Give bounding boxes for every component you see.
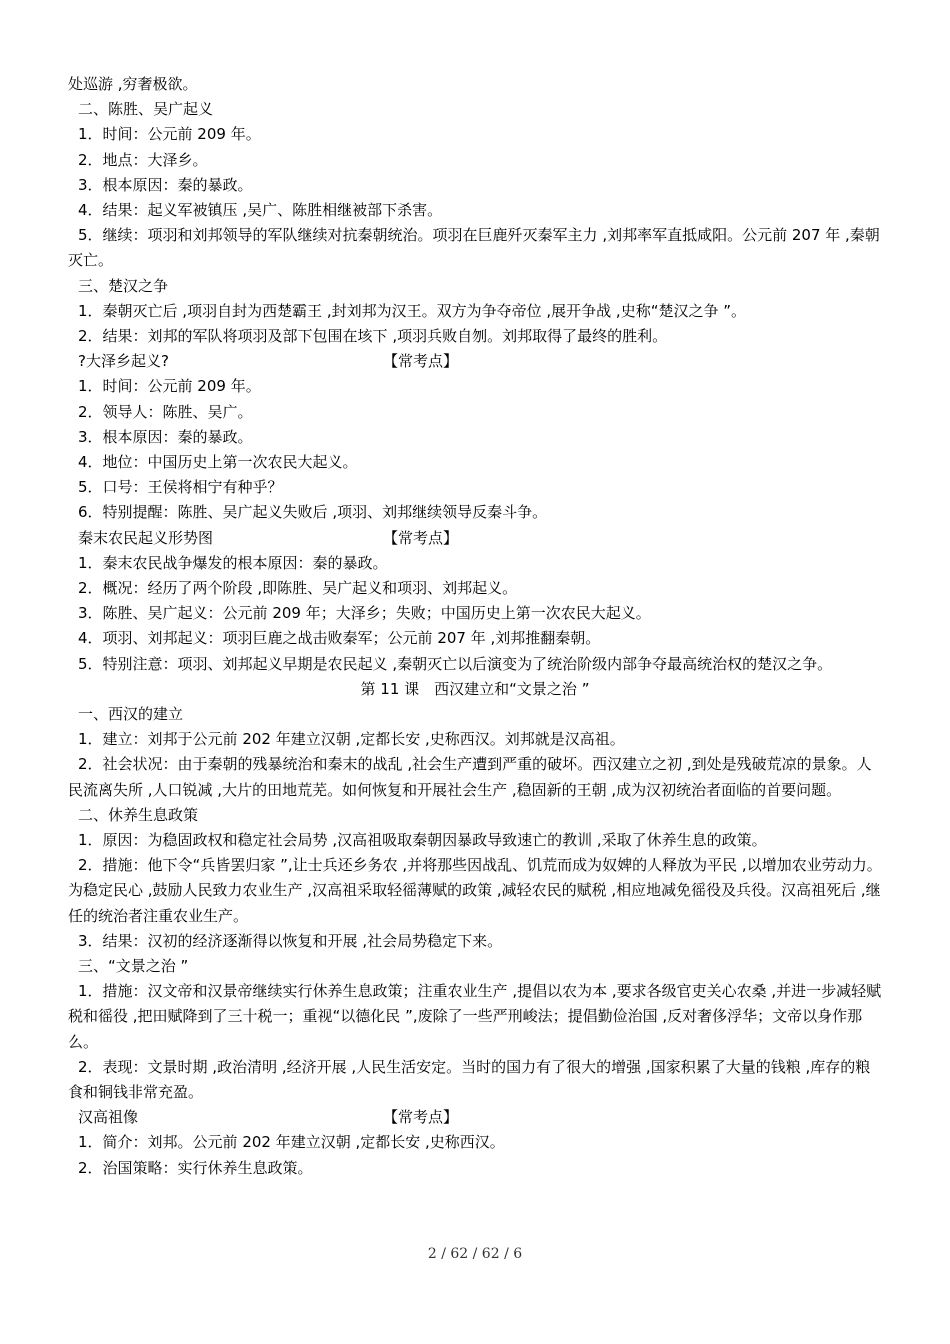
text-line: 1．时间：公元前 209 年。 — [78, 377, 261, 396]
keypoint-tag: 【常考点】 — [383, 1108, 459, 1127]
text-line: 6．特别提醒：陈胜、吴广起义失败后 ,项羽、刘邦继续领导反秦斗争。 — [78, 503, 548, 522]
text-line: 4．结果：起义军被镇压 ,吴广、陈胜相继被部下杀害。 — [78, 201, 443, 220]
text-paragraph: 2．社会状况：由于秦朝的残暴统治和秦末的战乱 ,社会生产遭到严重的破坏。西汉建立之初 ,到处是残破荒凉的景象。人民流离失所 ,人口锐减 ,大片的田地荒芜。如何恢复和开展社会生产 ,稳固新的王朝 ,成为汉初统治者面临的首要问题。 — [68, 755, 872, 799]
text-line: 3．根本原因：秦的暴政。 — [78, 175, 253, 194]
text-line: 2．概况：经历了两个阶段 ,即陈胜、吴广起义和项羽、刘邦起义。 — [78, 579, 518, 598]
document-body — [68, 72, 882, 1181]
text-line: 1．原因：为稳固政权和稳定社会局势 ,汉高祖吸取秦朝因暴政导致速亡的教训 ,采取了休养生息的政策。 — [78, 831, 767, 850]
text-line: 2．地点：大泽乡。 — [78, 150, 208, 169]
lesson-title: 第 11 课 西汉建立和“文景之治 ” — [360, 679, 590, 698]
text-line: 3．陈胜、吴广起义：公元前 209 年；大泽乡；失败；中国历史上第一次农民大起义。 — [78, 604, 651, 623]
text-line: 1．时间：公元前 209 年。 — [78, 125, 261, 144]
text-line: 2．治国策略：实行休养生息政策。 — [78, 1158, 313, 1177]
text-line: 1．建立：刘邦于公元前 202 年建立汉朝 ,定都长安 ,史称西汉。刘邦就是汉高祖。 — [78, 730, 625, 749]
text-line: 处巡游 ,穷奢极欲。 — [68, 75, 198, 93]
keypoint-title: 秦末农民起义形势图 — [78, 528, 214, 547]
keypoint-heading — [68, 349, 882, 374]
text-paragraph: 2．措施：他下令“兵皆罢归家 ”,让士兵还乡务农 ,并将那些因战乱、饥荒而成为奴婢的人释放为平民 ,以增加农业劳动力。为稳定民心 ,鼓励人民致力农业生产 ,汉高祖采取轻徭薄赋的政策 ,减轻农民的赋税 ,相应地减免徭役及兵役。汉高祖死后 ,继任的统治者注重农业生产。 — [68, 856, 882, 925]
text-paragraph: 5．继续：项羽和刘邦领导的军队继续对抗秦朝统治。项羽在巨鹿歼灭秦军主力 ,刘邦率军直抵咸阳。公元前 207 年 ,秦朝灭亡。 — [68, 226, 880, 270]
section-heading: 二、休养生息政策 — [78, 805, 199, 824]
page-footer: 2 / 62 / 62 / 6 — [427, 1246, 523, 1262]
text-line: 1．秦朝灭亡后 ,项羽自封为西楚霸王 ,封刘邦为汉王。双方为争夺帝位 ,展开争战 ,史称“楚汉之争 ”。 — [78, 301, 747, 320]
text-paragraph: 5．特别注意：项羽、刘邦起义早期是农民起义 ,秦朝灭亡以后演变为了统治阶级内部争夺最高统治权的楚汉之争。 — [78, 654, 833, 673]
text-line: 5．口号：王侯将相宁有种乎？ — [78, 478, 283, 497]
text-line: 3．结果：汉初的经济逐渐得以恢复和开展 ,社会局势稳定下来。 — [78, 931, 503, 950]
text-line: 3．根本原因：秦的暴政。 — [78, 427, 253, 446]
text-line: 4．项羽、刘邦起义：项羽巨鹿之战击败秦军；公元前 207 年 ,刘邦推翻秦朝。 — [78, 629, 601, 648]
keypoint-title: 汉高祖像 — [78, 1108, 139, 1127]
section-heading: 二、陈胜、吴广起义 — [78, 100, 214, 119]
section-heading: 一、西汉的建立 — [78, 705, 184, 724]
text-line: 2．结果：刘邦的军队将项羽及部下包围在垓下 ,项羽兵败自刎。刘邦取得了最终的胜利。 — [78, 327, 668, 346]
keypoint-tag: 【常考点】 — [383, 352, 459, 371]
text-line: 1．秦末农民战争爆发的根本原因：秦的暴政。 — [78, 553, 388, 572]
keypoint-tag: 【常考点】 — [383, 528, 459, 547]
text-line: 4．地位：中国历史上第一次农民大起义。 — [78, 453, 358, 472]
keypoint-heading — [68, 1105, 882, 1130]
text-line: 2．领导人：陈胜、吴广。 — [78, 402, 253, 421]
text-paragraph: 1．措施：汉文帝和汉景帝继续实行休养生息政策；注重农业生产 ,提倡以农为本 ,要求各级官吏关心农桑 ,并进一步减轻赋税和徭役 ,把田赋降到了三十税一；重视“以德化民 ”,废除了一些严刑峻法；提倡勤俭治国 ,反对奢侈浮华；文帝以身作那么。 — [68, 982, 882, 1051]
section-heading: 三、楚汉之争 — [78, 276, 169, 295]
section-heading: 三、“文景之治 ” — [78, 957, 189, 976]
keypoint-title: ?大泽乡起义? — [78, 352, 169, 371]
text-line: 1．简介：刘邦。公元前 202 年建立汉朝 ,定都长安 ,史称西汉。 — [78, 1133, 505, 1152]
text-paragraph: 2．表现：文景时期 ,政治清明 ,经济开展 ,人民生活安定。当时的国力有了很大的增强 ,国家积累了大量的钱粮 ,库存的粮食和铜钱非常充盈。 — [68, 1057, 871, 1102]
keypoint-heading — [68, 526, 882, 551]
